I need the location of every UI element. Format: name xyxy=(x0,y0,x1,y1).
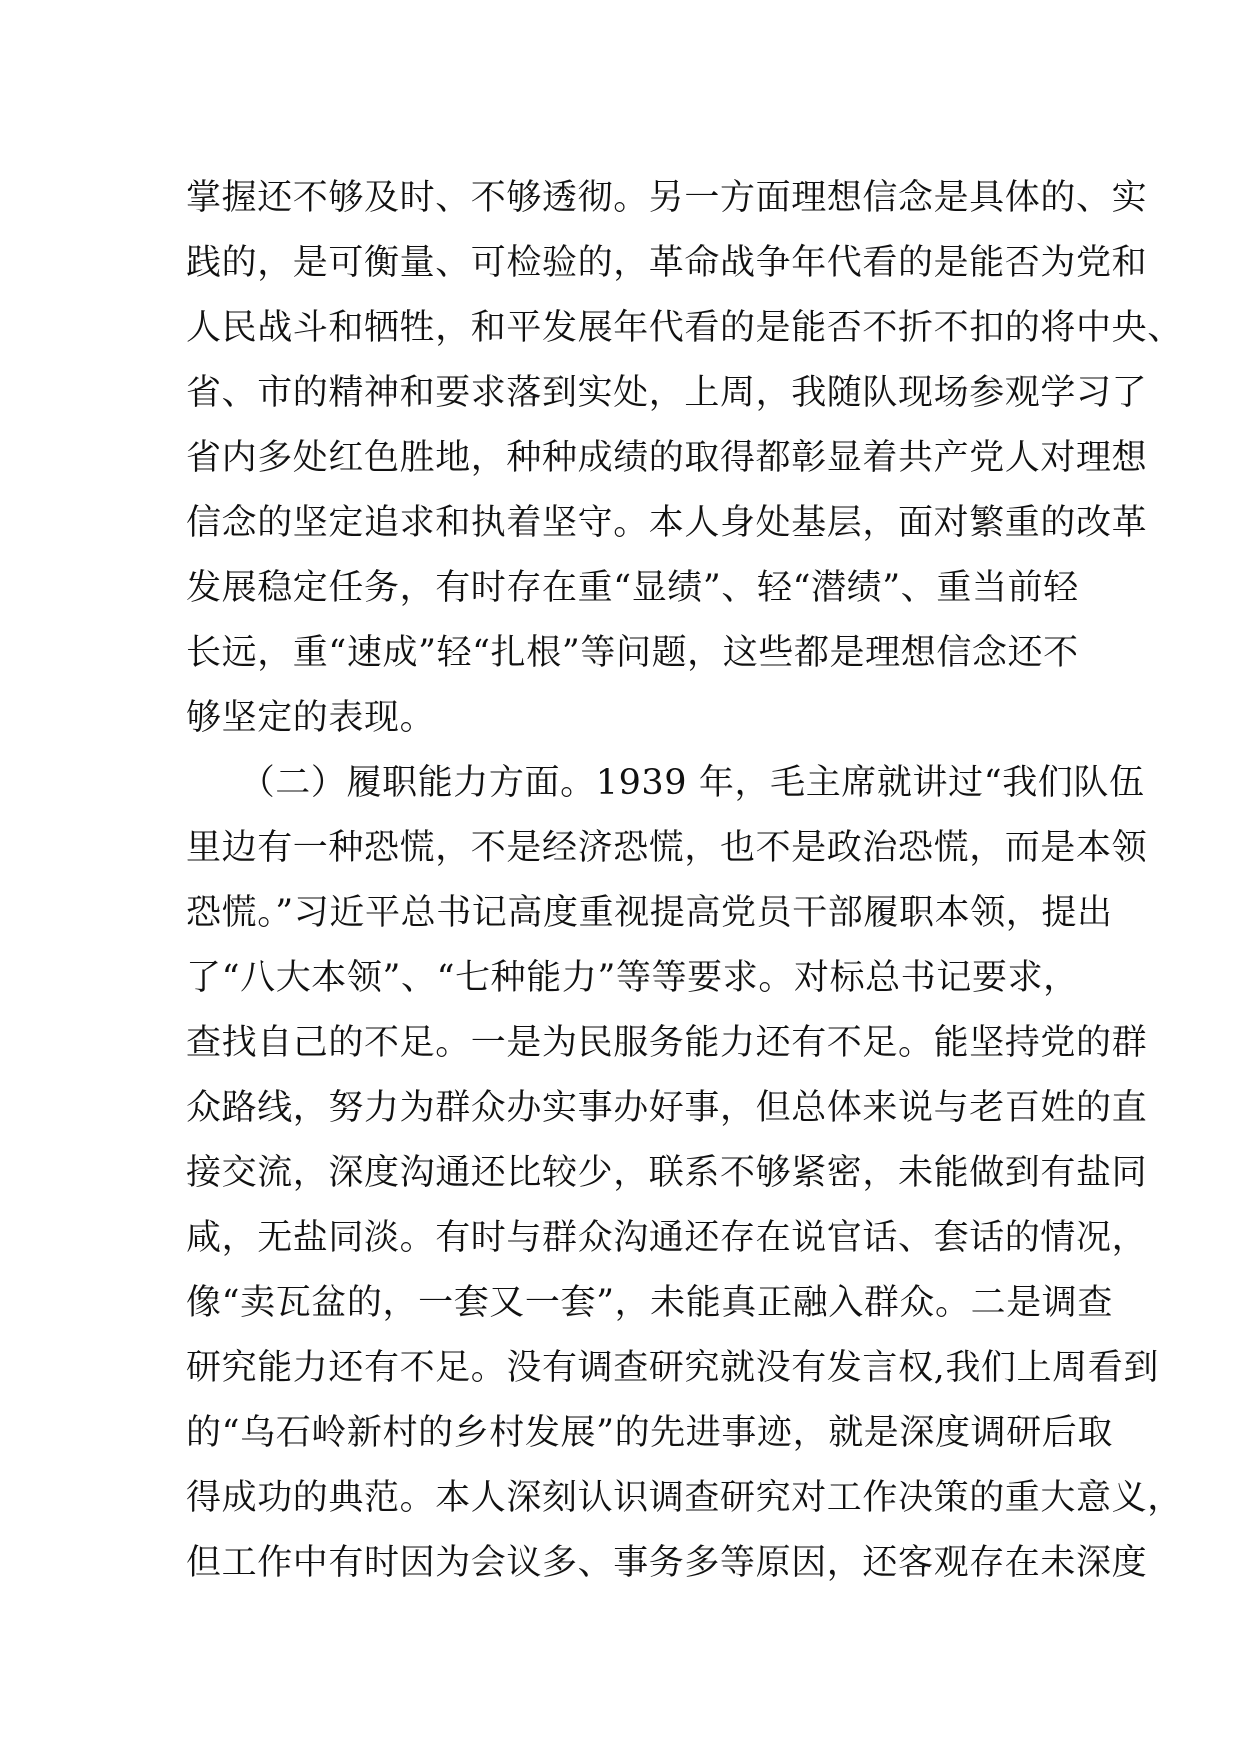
text-line: 省、市的精神和要求落到实处，上周，我随队现场参观学习了 xyxy=(186,373,1148,413)
text-line: 践的，是可衡量、可检验的，革命战争年代看的是能否为党和 xyxy=(186,243,1148,283)
text-line: 咸，无盐同淡。有时与群众沟通还存在说官话、套话的情况， xyxy=(186,1218,1148,1258)
text-line: 研究能力还有不足。没有调查研究就没有发言权,我们上周看到 xyxy=(186,1348,1159,1388)
text-line: 了“八大本领”、“七种能力”等等要求。对标总书记要求， xyxy=(186,958,1079,998)
text-line: 接交流，深度沟通还比较少，联系不够紧密，未能做到有盐同 xyxy=(186,1153,1148,1193)
text-line: 长远，重“速成”轻“扎根”等问题，这些都是理想信念还不 xyxy=(186,633,1079,673)
text-line: 像“卖瓦盆的，一套又一套”，未能真正融入群众。二是调查 xyxy=(186,1283,1113,1323)
text-line: 查找自己的不足。一是为民服务能力还有不足。能坚持党的群 xyxy=(186,1023,1148,1063)
text-line: 发展稳定任务，有时存在重“显绩”、轻“潜绩”、重当前轻 xyxy=(186,568,1079,608)
text-line: 但工作中有时因为会议多、事务多等原因，还客观存在未深度 xyxy=(186,1543,1148,1583)
text-line: 的“乌石岭新村的乡村发展”的先进事迹，就是深度调研后取 xyxy=(186,1413,1113,1453)
text-line: 省内多处红色胜地，种种成绩的取得都彰显着共产党人对理想 xyxy=(186,438,1148,478)
text-line: 得成功的典范。本人深刻认识调查研究对工作决策的重大意义， xyxy=(186,1478,1183,1518)
text-line: 够坚定的表现。 xyxy=(186,698,436,738)
text-line: 信念的坚定追求和执着坚守。本人身处基层，面对繁重的改革 xyxy=(186,503,1148,543)
text-line: 众路线，努力为群众办实事办好事，但总体来说与老百姓的直 xyxy=(186,1088,1148,1128)
section-heading-line: （二）履职能力方面。1939 年，毛主席就讲过“我们队伍 xyxy=(186,763,1145,803)
text-line: 恐慌。”习近平总书记高度重视提高党员干部履职本领，提出 xyxy=(186,893,1113,933)
text-line: 掌握还不够及时、不够透彻。另一方面理想信念是具体的、实 xyxy=(186,178,1148,218)
text-line: 人民战斗和牺牲，和平发展年代看的是能否不折不扣的将中央、 xyxy=(186,308,1183,348)
body-text xyxy=(186,166,1183,1596)
text-line: 里边有一种恐慌，不是经济恐慌，也不是政治恐慌，而是本领 xyxy=(186,828,1148,868)
